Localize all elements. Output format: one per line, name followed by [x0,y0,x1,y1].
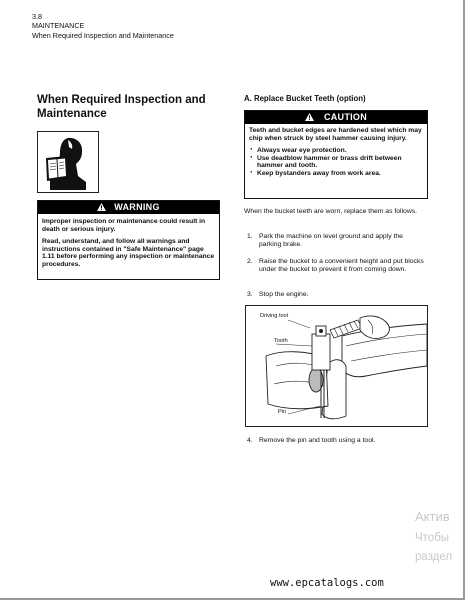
tooth-replacement-illustration [246,306,427,426]
step-text: Park the machine on level ground and apply the parking brake. [259,233,403,249]
step-text: Raise the bucket to a convenient height and put blocks under the bucket to prevent it from coming down. [259,258,424,274]
read-manual-icon [37,131,99,193]
left-heading-line2: Maintenance [37,108,107,120]
label-driving-tool: Driving tool [260,313,288,319]
step-number: 1. [247,233,253,240]
caution-box [244,110,428,199]
page-header [32,12,174,40]
caution-bullet: · Always wear eye protection. [249,147,423,155]
caution-label: CAUTION [323,112,368,122]
warning-triangle-icon [97,202,106,215]
activation-watermark-line3: раздел [415,551,453,563]
section-a-heading: A. Replace Bucket Teeth (option) [244,94,366,103]
label-pin: Pin [278,409,287,415]
warning-box [37,200,220,280]
section-title: MAINTENANCE [32,21,85,31]
caution-triangle-icon [305,112,314,125]
left-heading [37,93,217,121]
subsection-title: When Required Inspection and Maintenance [32,30,174,40]
caution-header [245,111,427,124]
label-tooth: Tooth [274,338,288,344]
bucket-tooth-figure [245,305,428,427]
step-number: 2. [247,258,253,265]
page-number: 3.8 [32,12,42,21]
warning-header [38,201,219,214]
activation-watermark-line2: Чтобы [415,532,450,544]
caution-bullet: · Use deadblow hammer or brass drift between hammer and tooth. [249,155,423,170]
activation-watermark-title: Актив [415,509,450,524]
step-number: 4. [247,437,253,444]
step-text: Remove the pin and tooth using a tool. [259,437,376,444]
warning-text-1: Improper inspection or maintenance could result in death or serious injury. [42,218,206,233]
step-text: Stop the engine. [259,291,309,298]
site-watermark: www.epcatalogs.com [270,577,384,589]
person-reading-icon [38,132,98,192]
warning-label: WARNING [114,202,160,212]
caution-bullet: · Keep bystanders away from work area. [249,170,423,178]
step-number: 3. [247,291,253,298]
caution-list [249,147,423,177]
caution-intro: Teeth and bucket edges are hardened steel which may chip when struck by steel hammer causing injury. [249,127,422,142]
warning-text-2: Read, understand, and follow all warnings and instructions contained in "Safe Maintenance" page 1.11 before performing any inspection or maintenance procedures. [42,238,215,268]
intro-paragraph: When the bucket teeth are worn, replace them as follows. [244,208,418,215]
left-heading-line1: When Required Inspection and [37,94,206,106]
